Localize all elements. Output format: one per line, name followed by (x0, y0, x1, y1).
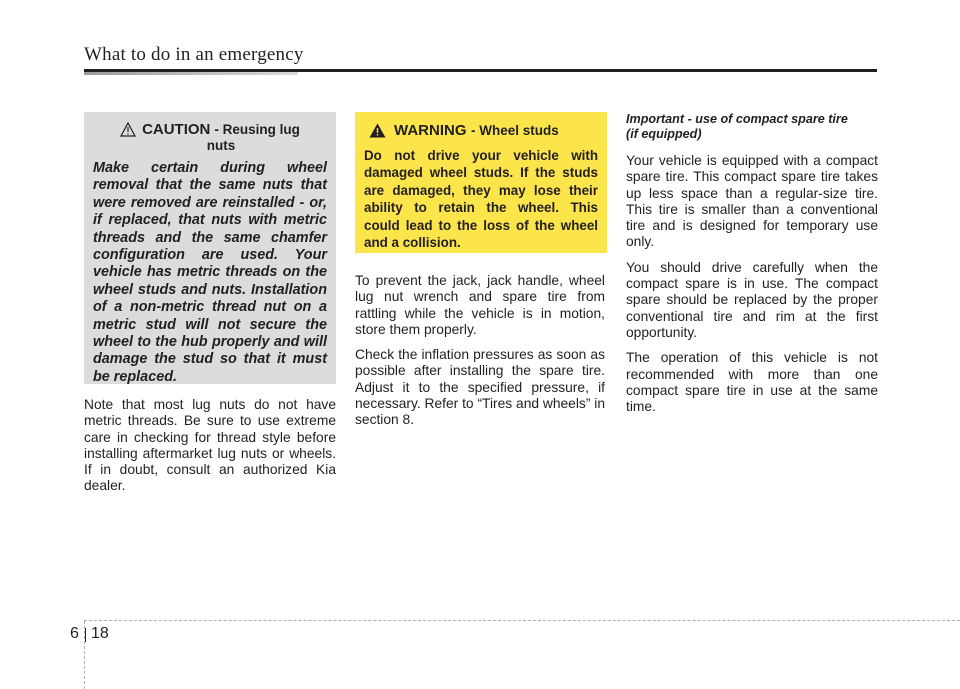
inflation-paragraph: Check the inflation pressures as soon as possible after installing the spare tire. Adjust it to the specified pressure, if necessary. Refer to “Tires and wheels” in section 8. (355, 347, 605, 428)
warning-heading (364, 122, 598, 143)
page-header-title: What to do in an emergency (84, 44, 304, 65)
warning-box (355, 112, 607, 253)
header-rule-accent (84, 72, 298, 75)
warning-label: WARNING (394, 122, 467, 139)
page-number-divider (85, 628, 86, 642)
compact-spare-paragraph-2: You should drive carefully when the compact spare is in use. The compact spare should be replaced by the proper conventional tire and rim at the first opportunity. (626, 259, 878, 340)
footer-rule (84, 620, 960, 622)
caution-subtitle: - Reusing lug (214, 122, 300, 137)
column-2-text (355, 273, 605, 438)
caution-label: CAUTION (142, 121, 211, 138)
caution-subtitle-cont: nuts (206, 138, 236, 153)
caution-box (84, 112, 336, 384)
warning-triangle-icon (369, 123, 386, 143)
column-3-text (626, 112, 878, 424)
compact-spare-paragraph-3: The operation of this vehicle is not recommended with more than one compact spare tire in use at the same time. (626, 350, 878, 415)
warning-subtitle: - Wheel studs (470, 123, 559, 138)
compact-spare-paragraph-1: Your vehicle is equipped with a compact spare tire. This compact spare tire takes up less space than a regular-size tire. This tire is smaller than a conventional tire and is designed for temporary use only. (626, 153, 878, 250)
caution-triangle-icon (120, 122, 136, 141)
compact-spare-heading (626, 112, 878, 141)
lug-nut-note: Note that most lug nuts do not have metric threads. Be sure to use extreme care in checking for thread style before installing aftermarket lug nuts or wheels. If in doubt, consult an authorized Kia dealer. (84, 397, 336, 494)
caution-heading (93, 122, 327, 154)
storage-paragraph: To prevent the jack, jack handle, wheel lug nut wrench and spare tire from rattling while the vehicle is in motion, store them properly. (355, 273, 605, 337)
caution-body: Make certain during wheel removal that the same nuts that were removed are reinstalled - or, if replaced, that nuts with metric threads and the same chamfer configuration are used. Your vehicle has metric threads on the wheel studs and nuts. Installation of a non-metric thread nut on a metric stud will not secure the wheel to the hub properly and will damage the stud so that it must be replaced. (93, 160, 327, 385)
page-number: 18 (91, 625, 109, 642)
warning-body: Do not drive your vehicle with damaged wheel studs. If the studs are damaged, they may lose their ability to retain the wheel. This could lead to the loss of the wheel and a collision. (364, 148, 598, 251)
compact-spare-heading-line1: Important - use of compact spare tire (626, 112, 848, 126)
column-1-text (84, 397, 336, 504)
compact-spare-heading-line2: (if equipped) (626, 126, 702, 141)
section-number: 6 (70, 625, 79, 642)
